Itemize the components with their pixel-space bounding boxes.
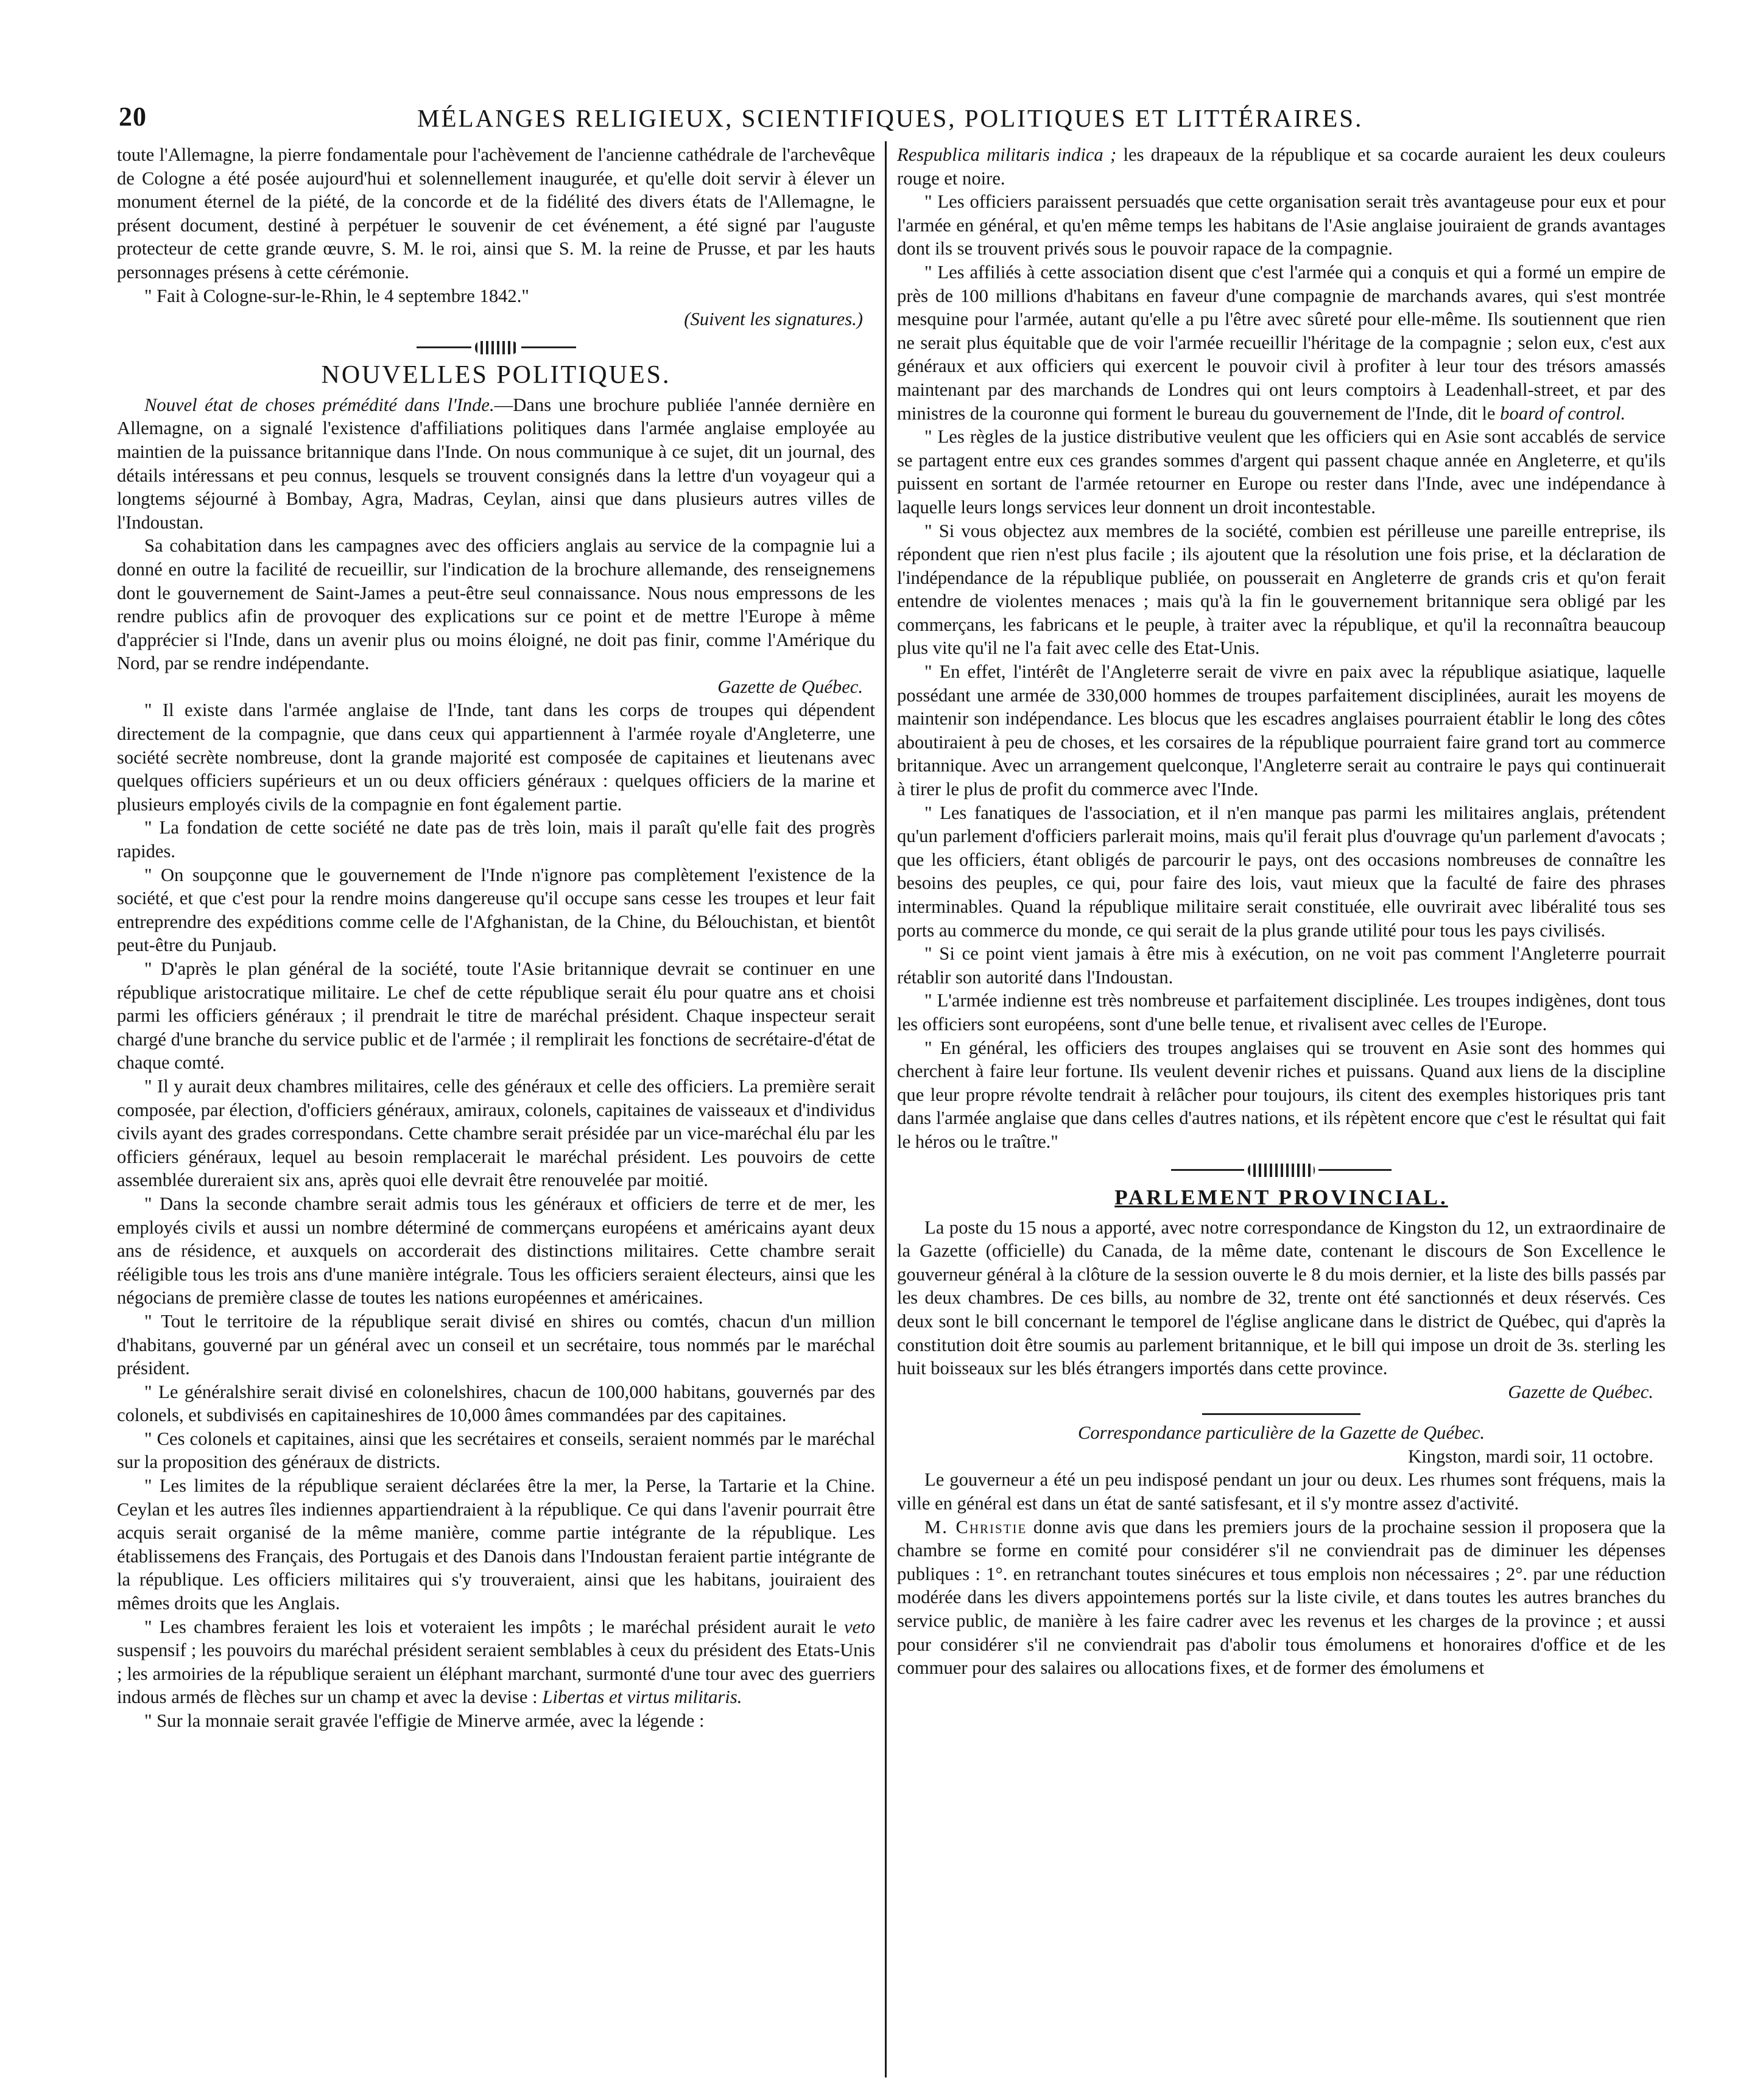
emphasis: veto bbox=[844, 1616, 875, 1637]
source-credit: Gazette de Québec. bbox=[1508, 1381, 1653, 1402]
dateline: Kingston, mardi soir, 11 octobre. bbox=[1408, 1445, 1653, 1467]
paragraph: " Si ce point vient jamais à être mis à exécution, on ne voit pas comment l'Angleterre pourrait rétablir son autorité dans l'Indoustan. bbox=[897, 943, 1666, 988]
ornament-divider bbox=[117, 339, 875, 357]
signature-note: (Suivent les signatures.) bbox=[684, 309, 863, 330]
column-divider bbox=[885, 141, 887, 2077]
paragraph: " D'après le plan général de la société, toute l'Asie britannique devrait se continuer en une république aristocratique militaire. Le chef de cette république serait élu pour quatre ans et choisi parmi les officiers généraux ; il prendrait le titre de maréchal président. Chaque inspecteur serait chargé d'une branche du service public et de l'armée ; il remplirait les fonctions de secrétaire-d'état de chaque comté. bbox=[117, 958, 875, 1073]
paragraph: La poste du 15 nous a apporté, avec notre correspondance de Kingston du 12, un extraordinaire de la Gazette (officielle) du Canada, de la même date, contenant le discours de Son Excellence le gouverneur général à la clôture de la session ouverte le 8 du mois dernier, et la liste des bills passés par les deux chambres. De ces bills, au nombre de 32, trente ont été sanctionnés et deux réservés. Ces deux sont le bill concernant le temporel de l'église anglicane dans le district de Québec, qui d'après la constitution doit être soumis au parlement britannique, et le bill qui impose un droit de 3s. sterling les huit boisseaux sur les blés étrangers importés dans cette province. bbox=[897, 1217, 1666, 1379]
paragraph bbox=[117, 1615, 875, 1709]
article-lead: Nouvel état de choses prémédité dans l'Inde. bbox=[144, 394, 494, 415]
paragraph: toute l'Allemagne, la pierre fondamentale pour l'achèvement de l'ancienne cathédrale de l'archevêque de Cologne a été posée aujourd'hui et solennellement inaugurée, et qu'elle doit servir à élever un monument éternel de la piété, de la concorde et de la fidélité des divers états de l'Allemagne, le présent document, destiné à perpétuer le souvenir de cet événement, a été signé par l'auguste protecteur de cette grande œuvre, S. M. le roi, ainsi que S. M. la reine de Prusse, et par les hauts personnages présens à cette cérémonie. bbox=[117, 144, 875, 283]
emphasis: Respublica militaris indica ; bbox=[897, 144, 1117, 165]
paragraph: " Les limites de la république seraient déclarées être la mer, la Perse, la Tartarie et la Chine. Ceylan et les autres îles indiennes appartiendraient à la république. Ce qui dans l'avenir pourrait être acquis serait organisé de la même manière, comme partie intégrante de la république. Les établissemens des Français, des Portugais et des Danois dans l'Indoustan feraient partie intégrante de la république. Les officiers militaires qui s'y trouveraient, ainsi que les habitans, jouiraient des mêmes droits que les Anglais. bbox=[117, 1475, 875, 1614]
paragraph: " En général, les officiers des troupes anglaises qui se trouvent en Asie sont des hommes qui cherchent à faire leur fortune. Ils veulent devenir riches et puissans. Quand aux liens de la discipline que leur propre révolte tendrait à relâcher pour toujours, ils citent des exemples historiques pris tant dans l'armée anglaise que dans celles d'autres nations, et ils répètent encore que c'est le résultat qui fait le héros ou le traître." bbox=[897, 1037, 1666, 1152]
correspondence-heading: Correspondance particulière de la Gazette de Québec. bbox=[1077, 1422, 1485, 1444]
paragraph bbox=[897, 1515, 1666, 1680]
paragraph bbox=[117, 393, 875, 535]
paragraph-text: " Les chambres feraient les lois et voteraient les impôts ; le maréchal président aurait le bbox=[144, 1616, 845, 1637]
paragraph: " La fondation de cette société ne date pas de très loin, mais il paraît qu'elle fait des progrès rapides. bbox=[117, 817, 875, 862]
paragraph-text: " Les affiliés à cette association disent que c'est l'armée qui a conquis et qui a formé un empire de près de 100 millions d'habitans en faveur d'une compagnie de marchands avares, qui s'est montrée mesquine pour l'armée, autant qu'elle a pu l'être avec sûreté pour elle-même. Ils soutiennent que rien ne serait plus équitable que de voir l'armée recueillir l'héritage de la compagnie ; selon eux, c'est aux généraux et aux officiers qui exercent le pouvoir civil à profiter à leur tour des trésors amassés maintenant par des marchands de Londres qui ont leurs comptoirs à Leadenhall-street, et par des ministres de la couronne qui forment le bureau du gouvernement de l'Inde, dit le bbox=[897, 261, 1666, 424]
paragraph: Le gouverneur a été un peu indisposé pendant un jour ou deux. Les rhumes sont fréquens, mais la ville en général est dans un état de santé satisfesant, et il s'y montre assez d'activité. bbox=[897, 1469, 1666, 1514]
paragraph: " Tout le territoire de la république serait divisé en shires ou comtés, chacun d'un million d'habitans, gouverné par un général avec un conseil et un secrétaire, tous nommés par le maréchal président. bbox=[117, 1310, 875, 1379]
right-column bbox=[897, 143, 1666, 1680]
paragraph: " L'armée indienne est très nombreuse et parfaitement disciplinée. Les troupes indigènes, dont tous les officiers sont européens, sont d'une belle tenue, et rivalisent avec celles de l'Europe. bbox=[897, 990, 1666, 1034]
paragraph: " Les règles de la justice distributive veulent que les officiers qui en Asie sont accablés de service se partagent entre eux ces grandes sommes d'argent qui passent chaque année en Angleterre, et qu'ils puissent en sortant de l'armée retourner en Europe ou rester dans l'Inde, avec une indépendance à laquelle leurs longs services leur donnent un droit incontestable. bbox=[897, 426, 1666, 518]
paragraph-text: donne avis que dans les premiers jours de la prochaine session il proposera que la chambre se forme en comité pour considérer s'il ne conviendrait pas de diminuer les dépenses publiques : 1°. en retranchant toutes sinécures et tous emplois non nécessaires ; 2°. par une réduction modérée dans les divers appointemens portés sur la liste civile, et dans toutes les autres branches du service public, de manière à les faire cadrer avec les revenus et les charges de la province ; et aussi pour considérer s'il ne conviendrait pas d'abolir tous émolumens et honoraires d'office et de les commuer pour des salaires ou allocations fixes, et de former des émolumens et bbox=[897, 1516, 1666, 1679]
section-title: PARLEMENT PROVINCIAL. bbox=[1114, 1185, 1448, 1209]
left-column bbox=[117, 143, 875, 1733]
paragraph: " Si vous objectez aux membres de la société, combien est périlleuse une pareille entreprise, ils répondent que rien n'est plus facile ; ils ajoutent que la résolution une fois prise, et la déclaration de l'indépendance de la république publiée, on pousserait en Angleterre de grands cris et qu'on ferait entendre de violentes menaces ; mais qu'à la fin le gouvernement britannique sera obligé par les commerçans, les fabricans et le peuple, à traiter avec la république, et qu'il la reconnaîtra beaucoup plus vite qu'il ne l'a fait avec celle des Etat-Unis. bbox=[897, 520, 1666, 659]
paragraph-text: les drapeaux de la république et sa cocarde auraient les deux couleurs rouge et noire. bbox=[897, 144, 1666, 189]
paragraph: Sa cohabitation dans les campagnes avec des officiers anglais au service de la compagnie lui a donné en outre la facilité de recueillir, sur l'indication de la brochure allemande, des renseignemens dont le gouvernement de Saint-James a peut-être seul connaissance. Nous nous empressons de les rendre publics afin de provoquer des explications sur ce point et de mettre l'Europe à même d'apprécier si l'Inde, dans un avenir plus ou moins éloigné, ne doit pas finir, comme l'Amérique du Nord, par se rendre indépendante. bbox=[117, 535, 875, 674]
paragraph: " Les officiers paraissent persuadés que cette organisation serait très avantageuse pour eux et pour l'armée en général, et qu'en même temps les habitans de l'Asie anglaise jouiraient de grands avantages dont ils se trouvent privés sous le pouvoir rapace de la compagnie. bbox=[897, 191, 1666, 259]
paragraph: " Sur la monnaie serait gravée l'effigie de Minerve armée, avec la légende : bbox=[144, 1710, 705, 1731]
motto: Libertas et virtus militaris. bbox=[542, 1687, 742, 1708]
page-header bbox=[119, 97, 1666, 146]
paragraph: " Les fanatiques de l'association, et il n'en manque pas parmi les militaires anglais, prétendent qu'un parlement d'officiers parlerait moins, mais qu'il ferait plus d'ouvrage qu'un parlement d'avocats ; que les officiers, étant obligés de parcourir le pays, ont des occasions nombreuses de connaître les besoins des peuples, ce qui, pour faire des lois, vaut mieux que la faculté de faire des phrases interminables. Quand la république militaire serait constituée, elle ouvrirait avec libéralité tous ses ports au commerce du monde, ce qui serait de la plus grande utilité pour tous les pays civilisés. bbox=[897, 802, 1666, 941]
paragraph: " En effet, l'intérêt de l'Angleterre serait de vivre en paix avec la république asiatique, laquelle possédant une armée de 330,000 hommes de troupes parfaitement disciplinées, aurait les moyens de maintenir son indépendance. Les blocus que les escadres anglaises pourraient établir le long des côtes aboutiraient à peu de choses, et les corsaires de la république pourraient faire grand tort au commerce britannique. Avec un arrangement quelconque, l'Angleterre serait au contraire le pays qui continuerait à tirer le plus de profit du commerce avec l'Inde. bbox=[897, 661, 1666, 800]
paragraph: " Il existe dans l'armée anglaise de l'Inde, tant dans les corps de troupes qui dépendent directement de la compagnie, que dans ceux qui appartiennent à l'armée royale d'Angleterre, une société secrète nombreuse, dont la grande majorité est composée de capitaines et lieutenans avec quelques officiers supérieurs et un ou deux officiers généraux : quelques officiers de la marine et plusieurs employés civils de la compagnie en font également partie. bbox=[117, 700, 875, 815]
source-credit: Gazette de Québec. bbox=[717, 676, 863, 697]
running-title: MÉLANGES RELIGIEUX, SCIENTIFIQUES, POLITIQUES ET LITTÉRAIRES. bbox=[417, 104, 1364, 132]
paragraph-text: suspensif ; les pouvoirs du maréchal président seraient semblables à ceux du président des Etats-Unis ; les armoiries de la république seraient un éléphant marchant, surmonté d'une tour avec des guerriers indous armés de flèches sur un champ et avec la devise : bbox=[117, 1640, 875, 1708]
paragraph-text: —Dans une brochure publiée l'année dernière en Allemagne, on a signalé l'existence d'affiliations politiques dans l'armée anglaise employée au maintien de la puissance britannique dans l'Inde. On nous communique à ce sujet, dit un journal, des détails intéressans et peu connus, lesquels se trouvent consignés dans la lettre d'un voyageur qui a longtems séjourné à Bombay, Agra, Madras, Ceylan, ainsi que dans plusieurs autres villes de l'Indoustan. bbox=[117, 394, 875, 533]
paragraph: " Le généralshire serait divisé en colonelshires, chacun de 100,000 habitans, gouvernés par des colonels, et subdivisés en capitaineshires de 10,000 âmes commandées par des capitaines. bbox=[117, 1381, 875, 1426]
ornament-divider bbox=[897, 1161, 1666, 1179]
paragraph: " Ces colonels et capitaines, ainsi que les secrétaires et conseils, seraient nommés par le maréchal sur la proposition des généraux de districts. bbox=[117, 1428, 875, 1473]
page-number: 20 bbox=[119, 102, 147, 132]
paragraph: " Dans la seconde chambre serait admis tous les généraux et officiers de terre et de mer, les employés civils et aussi un nombre déterminé de commerçans européens et américains ayant deux ans de résidence, et auxquels on accorderait des distinctions militaires. Cette chambre serait rééligible tous les trois ans d'une manière intégrale. Tous les officiers seraient électeurs, ainsi que les négocians de première classe de toutes les nations européennes et américaines. bbox=[117, 1193, 875, 1308]
paragraph: " On soupçonne que le gouvernement de l'Inde n'ignore pas complètement l'existence de la société, et que c'est pour la rendre moins dangereuse qu'il occupe sans cesse les troupes et leur fait entreprendre des expéditions comme celle de l'Afghanistan, de la Chine, du Bélouchistan, et bientôt peut-être du Punjaub. bbox=[117, 864, 875, 956]
section-title: NOUVELLES POLITIQUES. bbox=[321, 360, 671, 389]
paragraph: " Fait à Cologne-sur-le-Rhin, le 4 septembre 1842." bbox=[144, 285, 529, 306]
person-name: M. Christie bbox=[924, 1516, 1027, 1537]
paragraph bbox=[897, 143, 1666, 190]
paragraph bbox=[897, 261, 1666, 425]
paragraph: " Il y aurait deux chambres militaires, celle des généraux et celle des officiers. La première serait composée, par élection, d'officiers généraux, amiraux, colonels, capitaines de vaisseaux et d'individus civils ayant des grades correspondans. Cette chambre serait présidée par un vice-maréchal élu par les officiers généraux, lequel au besoin remplacerait le maréchal président. Les pouvoirs de cette assemblée dureraient six ans, après quoi elle devrait être renouvelée par moitié. bbox=[117, 1075, 875, 1191]
emphasis: board of control. bbox=[1500, 402, 1626, 424]
short-rule bbox=[1202, 1413, 1360, 1415]
